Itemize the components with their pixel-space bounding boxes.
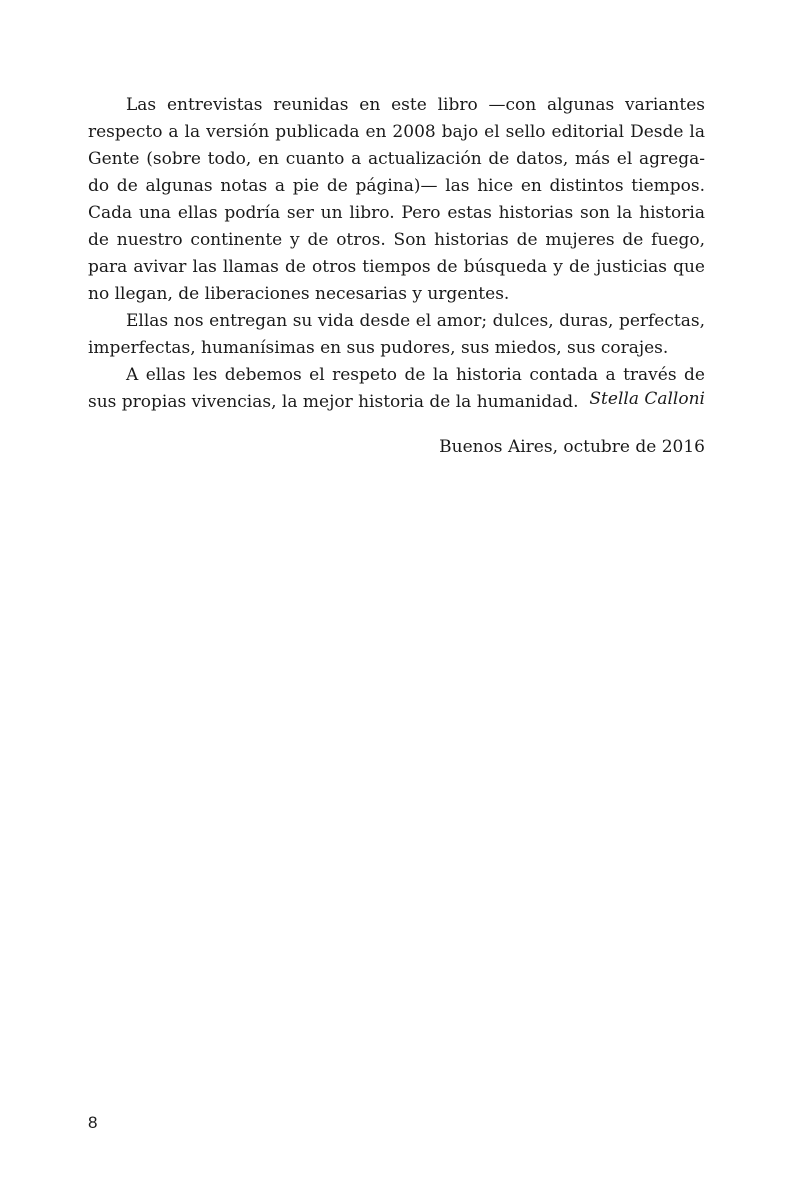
text-line: no llegan, de liberaciones necesarias y urgentes. [88,284,510,304]
page-number: 8 [88,1113,98,1132]
text-line: de nuestro continente y de otros. Son historias de mujeres de fuego, [88,230,705,250]
text-line: respecto a la versión publicada en 2008 bajo el sello editorial Desde la [88,122,705,142]
author-signature: Stella Calloni [589,389,705,409]
text-line: do de algunas notas a pie de página)— las hice en distintos tiempos. [88,176,705,196]
text-line: sus propias vivencias, la mejor historia de la humanidad. [88,392,579,412]
text-line: A ellas les debemos el respeto de la historia contada a través de [126,365,705,385]
text-line: Gente (sobre todo, en cuanto a actualización de datos, más el agrega- [88,149,705,169]
text-line: Ellas nos entregan su vida desde el amor; dulces, duras, perfectas, [126,311,705,331]
text-line: para avivar las llamas de otros tiempos de búsqueda y de justicias que [88,257,705,277]
body-text [88,92,705,416]
place-and-date: Buenos Aires, octubre de 2016 [439,437,705,457]
text-line: Cada una ellas podría ser un libro. Pero estas historias son la historia [88,203,705,223]
text-line: Las entrevistas reunidas en este libro —con algunas variantes [126,95,705,115]
text-line: imperfectas, humanísimas en sus pudores, sus miedos, sus corajes. [88,338,669,358]
